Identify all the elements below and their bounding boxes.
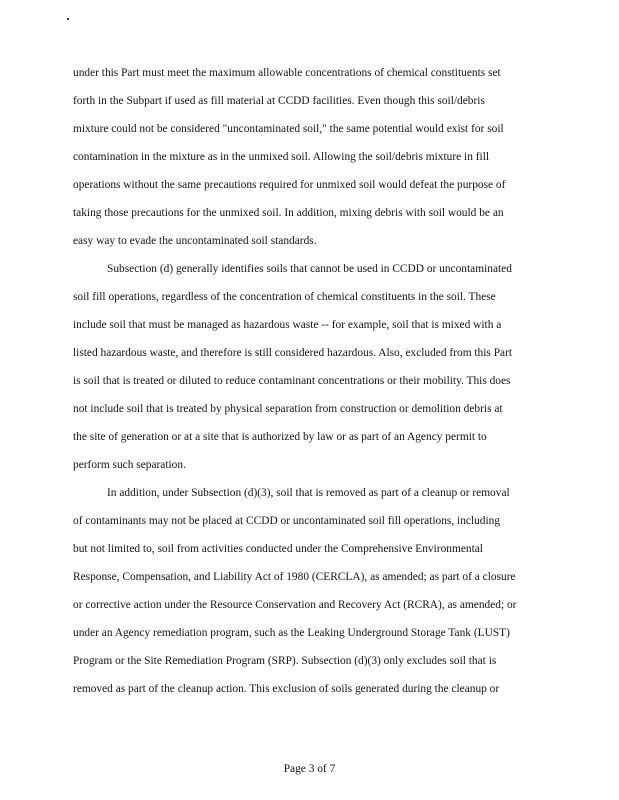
body-line: listed hazardous waste, and therefore is still considered hazardous. Also, excluded from this Part [73, 347, 513, 359]
body-line: of contaminants may not be placed at CCDD or uncontaminated soil fill operations, including [73, 515, 501, 527]
body-line: or corrective action under the Resource Conservation and Recovery Act (RCRA), as amended; or [73, 599, 517, 611]
body-line: Response, Compensation, and Liability Act of 1980 (CERCLA), as amended; as part of a closure [73, 571, 516, 583]
body-line: operations without the same precautions required for unmixed soil would defeat the purpose of [73, 179, 506, 191]
body-line: under this Part must meet the maximum allowable concentrations of chemical constituents set [73, 67, 501, 79]
body-line: not include soil that is treated by physical separation from construction or demolition debris at [73, 403, 503, 415]
body-line: under an Agency remediation program, such as the Leaking Underground Storage Tank (LUST) [73, 627, 510, 639]
paragraph-start-line: Subsection (d) generally identifies soils that cannot be used in CCDD or uncontaminated [107, 263, 512, 275]
body-line: soil fill operations, regardless of the concentration of chemical constituents in the soil. These [73, 291, 496, 303]
body-line: is soil that is treated or diluted to reduce contaminant concentrations or their mobility. This does [73, 375, 511, 387]
body-line: easy way to evade the uncontaminated soil standards. [73, 235, 317, 247]
body-line: perform such separation. [73, 459, 186, 471]
body-line: mixture could not be considered "uncontaminated soil," the same potential would exist for soil [73, 123, 504, 135]
body-line: Program or the Site Remediation Program (SRP). Subsection (d)(3) only excludes soil that is [73, 655, 497, 667]
body-line: removed as part of the cleanup action. This exclusion of soils generated during the cleanup or [73, 683, 500, 695]
body-line: contamination in the mixture as in the unmixed soil. Allowing the soil/debris mixture in fill [73, 151, 490, 163]
body-line: taking those precautions for the unmixed soil. In addition, mixing debris with soil would be an [73, 207, 504, 219]
body-line: but not limited to, soil from activities conducted under the Comprehensive Environmental [73, 543, 483, 555]
paragraph-start-line: In addition, under Subsection (d)(3), soil that is removed as part of a cleanup or removal [107, 487, 510, 499]
body-line: forth in the Subpart if used as fill material at CCDD facilities. Even though this soil/debris [73, 95, 485, 107]
body-line: the site of generation or at a site that is authorized by law or as part of an Agency permit to [73, 431, 487, 443]
page-number: Page 3 of 7 [283, 763, 336, 775]
scan-speck [67, 18, 69, 20]
body-line: include soil that must be managed as hazardous waste -- for example, soil that is mixed with a [73, 319, 502, 331]
